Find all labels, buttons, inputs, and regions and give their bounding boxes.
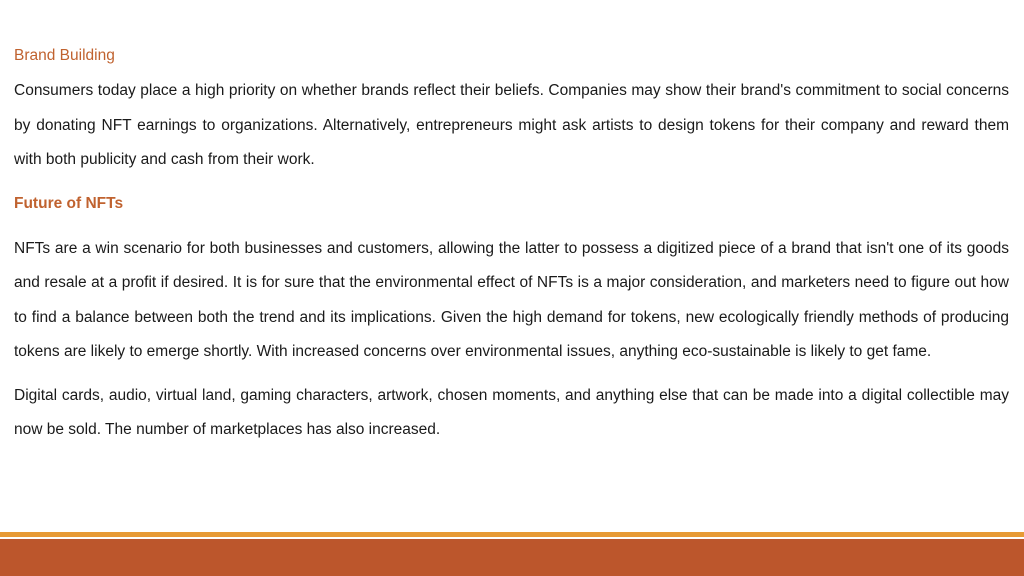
footer-band bbox=[0, 539, 1024, 576]
paragraph-digital-collectibles: Digital cards, audio, virtual land, gaming characters, artwork, chosen moments, and anything else that can be made into a digital collectible may now be sold. The number of marketplaces has also increased. bbox=[14, 386, 1009, 438]
paragraph-future-of-nfts: NFTs are a win scenario for both businesses and customers, allowing the latter to possess a digitized piece of a brand that isn't one of its goods and resale at a profit if desired. It is for sure that the environmental effect of NFTs is a major consideration, and marketers need to figure out how to find a balance between both the trend and its implications. Given the high demand for tokens, new ecologically friendly methods of producing tokens are likely to emerge shortly. With increased concerns over environmental issues, anything eco-sustainable is likely to get fame. bbox=[14, 239, 1009, 360]
paragraph-brand-building: Consumers today place a high priority on whether brands reflect their beliefs. Companies may show their brand's commitment to social concerns by donating NFT earnings to organizations. Alternatively, entrepreneurs might ask artists to design tokens for their company and reward them with both publicity and cash from their work. bbox=[14, 82, 1009, 168]
heading-future-of-nfts: Future of NFTs bbox=[14, 194, 124, 212]
slide-content bbox=[14, 42, 1009, 448]
heading-brand-building: Brand Building bbox=[14, 47, 115, 64]
